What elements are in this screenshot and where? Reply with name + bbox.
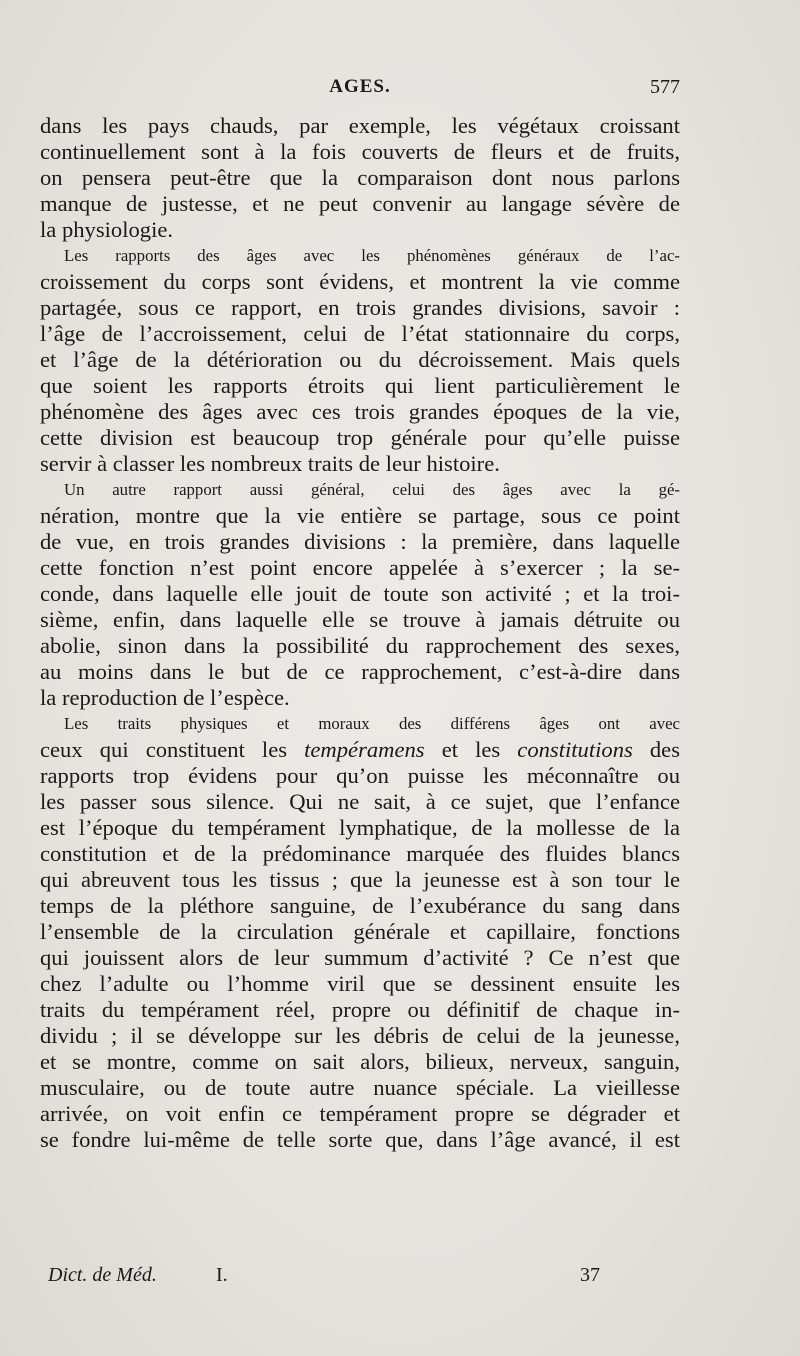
text-line: temps de la pléthore sanguine, de l’exubérance du sang dans xyxy=(40,893,680,918)
paragraph-4 xyxy=(40,711,680,1153)
body-text xyxy=(40,113,680,1153)
text-line: Les traits physiques et moraux des différens âges ont avec xyxy=(64,714,680,733)
text-line: dividu ; il se développe sur les débris de celui de la jeunesse, xyxy=(40,1023,680,1048)
text-line: chez l’adulte ou l’homme viril que se dessinent ensuite les xyxy=(40,971,680,996)
text-line: qui jouissent alors de leur summum d’activité ? Ce n’est que xyxy=(40,945,680,970)
text-line: nération, montre que la vie entière se partage, sous ce point xyxy=(40,503,680,528)
text-run: des xyxy=(632,737,680,762)
text-line: Les rapports des âges avec les phénomènes généraux de l’ac- xyxy=(64,246,680,265)
text-line: la reproduction de l’espèce. xyxy=(40,685,290,710)
text-line: cette division est beaucoup trop générale pour qu’elle puisse xyxy=(40,425,680,450)
text-line: partagée, sous ce rapport, en trois grandes divisions, savoir : xyxy=(40,295,680,320)
text-line: se fondre lui-même de telle sorte que, dans l’âge avancé, il est xyxy=(40,1127,680,1152)
text-line: l’ensemble de la circulation générale et capillaire, fonctions xyxy=(40,919,680,944)
text-line: et l’âge de la détérioration ou du décroissement. Mais quels xyxy=(40,347,680,372)
text-line: Un autre rapport aussi général, celui des âges avec la gé- xyxy=(64,480,680,499)
text-line: sième, enfin, dans laquelle elle se trouve à jamais détruite ou xyxy=(40,607,680,632)
text-line: rapports trop évidens pour qu’on puisse les méconnaître ou xyxy=(40,763,680,788)
text-line: phénomène des âges avec ces trois grandes époques de la vie, xyxy=(40,399,680,424)
text-line: cette fonction n’est point encore appelée à s’exercer ; la se- xyxy=(40,555,680,580)
text-line: conde, dans laquelle elle jouit de toute son activité ; et la troi- xyxy=(40,581,680,606)
text-line: arrivée, on voit enfin ce tempérament propre se dégrader et xyxy=(40,1101,680,1126)
text-line: l’âge de l’accroissement, celui de l’état stationnaire du corps, xyxy=(40,321,680,346)
text-line: continuellement sont à la fois couverts de fleurs et de fruits, xyxy=(40,139,680,164)
text-line: dans les pays chauds, par exemple, les végétaux croissant xyxy=(40,113,680,138)
text-line: servir à classer les nombreux traits de leur histoire. xyxy=(40,451,500,476)
italic-term-constitutions: constitutions xyxy=(517,737,633,762)
page-number: 577 xyxy=(650,76,680,98)
text-line: que soient les rapports étroits qui lient particulièrement le xyxy=(40,373,680,398)
signature-number: 37 xyxy=(580,1264,600,1286)
text-line: et se montre, comme on sait alors, bilieux, nerveux, sanguin, xyxy=(40,1049,680,1074)
text-line: abolie, sinon dans la possibilité du rapprochement des sexes, xyxy=(40,633,680,658)
text-line: croissement du corps sont évidens, et montrent la vie comme xyxy=(40,269,680,294)
volume-mark: I. xyxy=(216,1264,228,1286)
page-footer xyxy=(40,1264,680,1294)
italic-term-temperamens: tempéramens xyxy=(304,737,425,762)
text-line: la physiologie. xyxy=(40,217,174,242)
running-title: AGES. xyxy=(329,76,391,97)
text-line: musculaire, ou de toute autre nuance spéciale. La vieillesse xyxy=(40,1075,680,1100)
paragraph-1 xyxy=(40,113,680,243)
text-line: les passer sous silence. Qui ne sait, à ce sujet, que l’enfance xyxy=(40,789,680,814)
paragraph-3 xyxy=(40,477,680,711)
text-line-mixed xyxy=(40,737,680,763)
paragraph-2 xyxy=(40,243,680,477)
text-line: qui abreuvent tous les tissus ; que la jeunesse est à son tour le xyxy=(40,867,680,892)
signature-mark: Dict. de Méd. xyxy=(48,1264,157,1286)
text-run: ceux qui constituent les xyxy=(40,737,305,762)
running-head xyxy=(40,76,680,104)
text-line: est l’époque du tempérament lymphatique, de la mollesse de la xyxy=(40,815,680,840)
text-line: on pensera peut-être que la comparaison dont nous parlons xyxy=(40,165,680,190)
text-run: et les xyxy=(424,737,518,762)
text-line: traits du tempérament réel, propre ou définitif de chaque in- xyxy=(40,997,680,1022)
text-line: constitution et de la prédominance marquée des fluides blancs xyxy=(40,841,680,866)
text-line: au moins dans le but de ce rapprochement, c’est-à-dire dans xyxy=(40,659,680,684)
text-line: de vue, en trois grandes divisions : la première, dans laquelle xyxy=(40,529,680,554)
text-line: manque de justesse, et ne peut convenir au langage sévère de xyxy=(40,191,680,216)
